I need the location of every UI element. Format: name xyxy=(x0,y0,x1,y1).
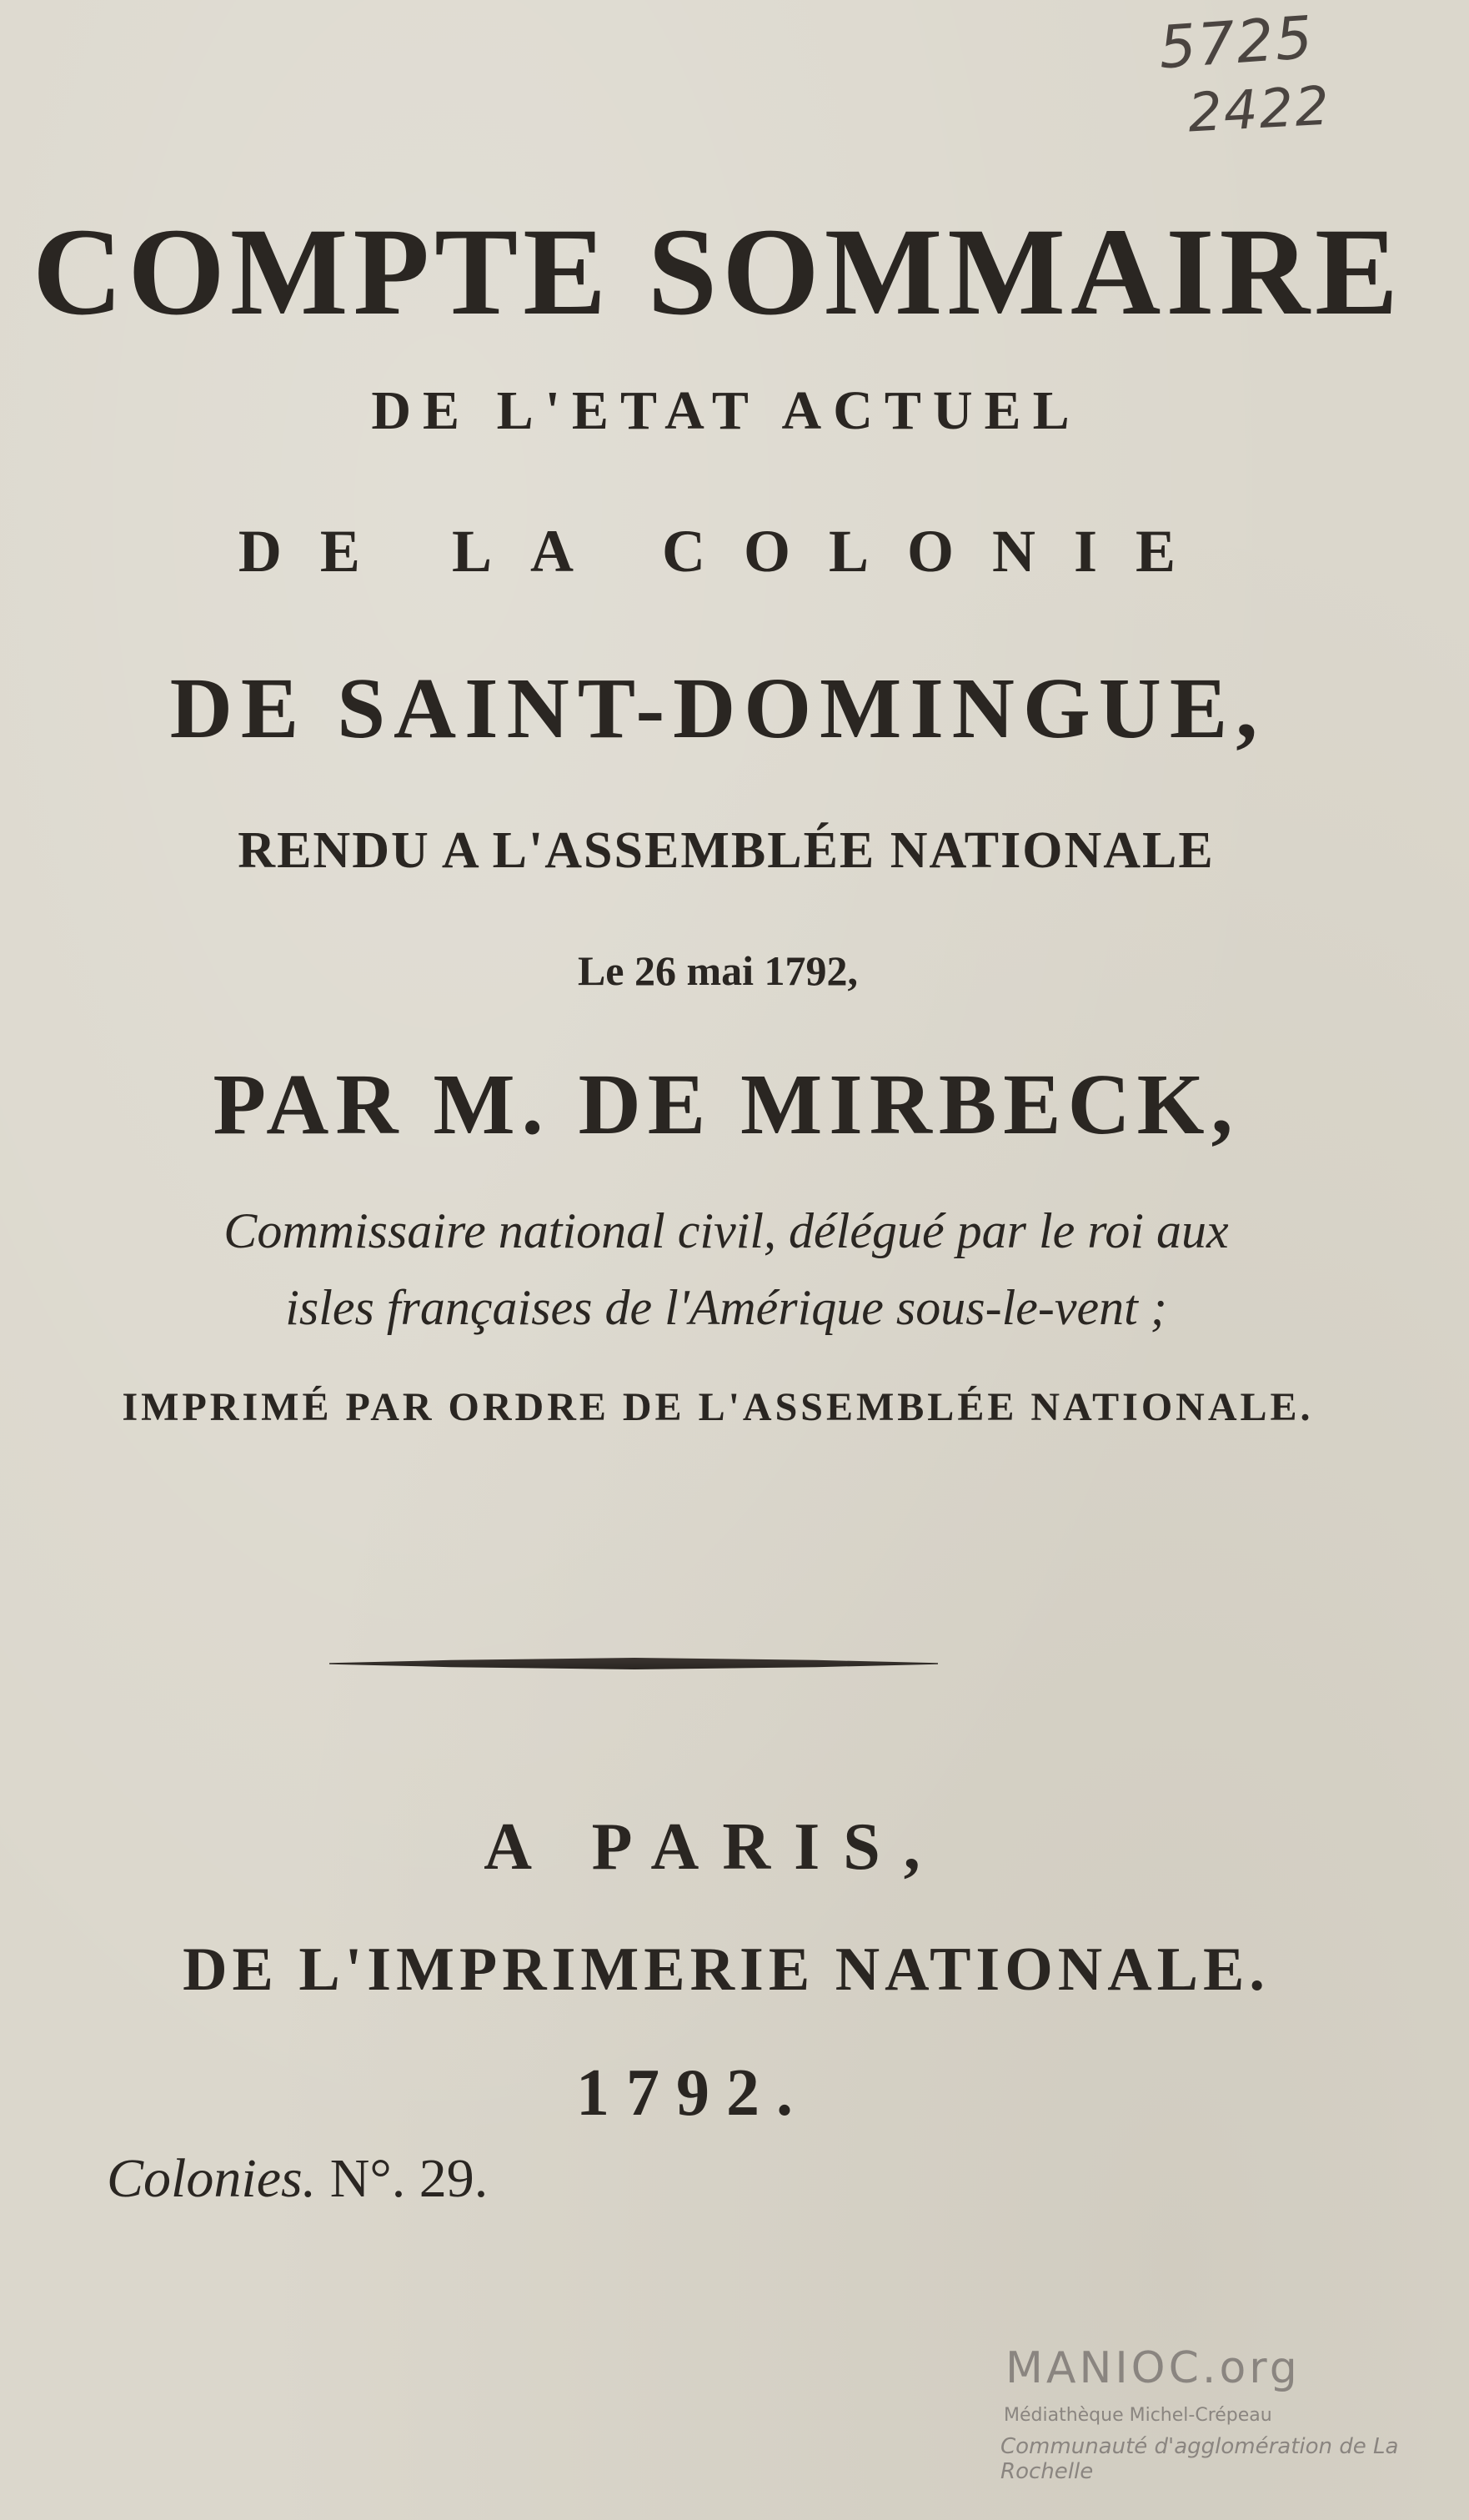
shelfmark-number-2: 2422 xyxy=(1186,75,1332,145)
manioc-logo: MANIOC.org xyxy=(1005,2343,1301,2393)
series-num: N°. 29. xyxy=(329,2148,489,2209)
date-line: Le 26 mai 1792, xyxy=(577,947,859,994)
author-role xyxy=(0,1192,1461,1346)
title-line-1: COMPTE SOMMAIRE xyxy=(32,203,1404,341)
role-line-1: Commissaire national civil, délégué par le roi aux xyxy=(223,1203,1229,1258)
title-line-2: DE L'ETAT ACTUEL xyxy=(371,380,1081,441)
author-line: PAR M. DE MIRBECK, xyxy=(213,1057,1240,1152)
publication-city: A PARIS, xyxy=(484,1810,944,1884)
title-line-4: DE SAINT-DOMINGUE, xyxy=(169,660,1266,756)
role-line-2: isles françaises de l'Amérique sous-le-vent ; xyxy=(285,1280,1167,1335)
manioc-watermark xyxy=(1000,2343,1451,2484)
title-line-3: DE LA COLONIE xyxy=(238,518,1215,585)
title-line-5: RENDU A L'ASSEMBLÉE NATIONALE xyxy=(238,822,1215,879)
series-number xyxy=(107,2147,488,2211)
watermark-line-1: Médiathèque Michel-Crépeau xyxy=(1004,2405,1272,2426)
decorative-rule xyxy=(329,1658,938,1669)
series-label: Colonies. xyxy=(107,2148,317,2209)
publication-printer: DE L'IMPRIMERIE NATIONALE. xyxy=(183,1935,1270,2004)
watermark-line-2: Communauté d'agglomération de La Rochelle xyxy=(1000,2434,1399,2484)
shelfmark-number-1: 5725 xyxy=(1156,3,1316,83)
publication-year: 1792. xyxy=(576,2056,810,2130)
imprint-line: IMPRIMÉ PAR ORDRE DE L'ASSEMBLÉE NATIONALE. xyxy=(122,1385,1314,1429)
